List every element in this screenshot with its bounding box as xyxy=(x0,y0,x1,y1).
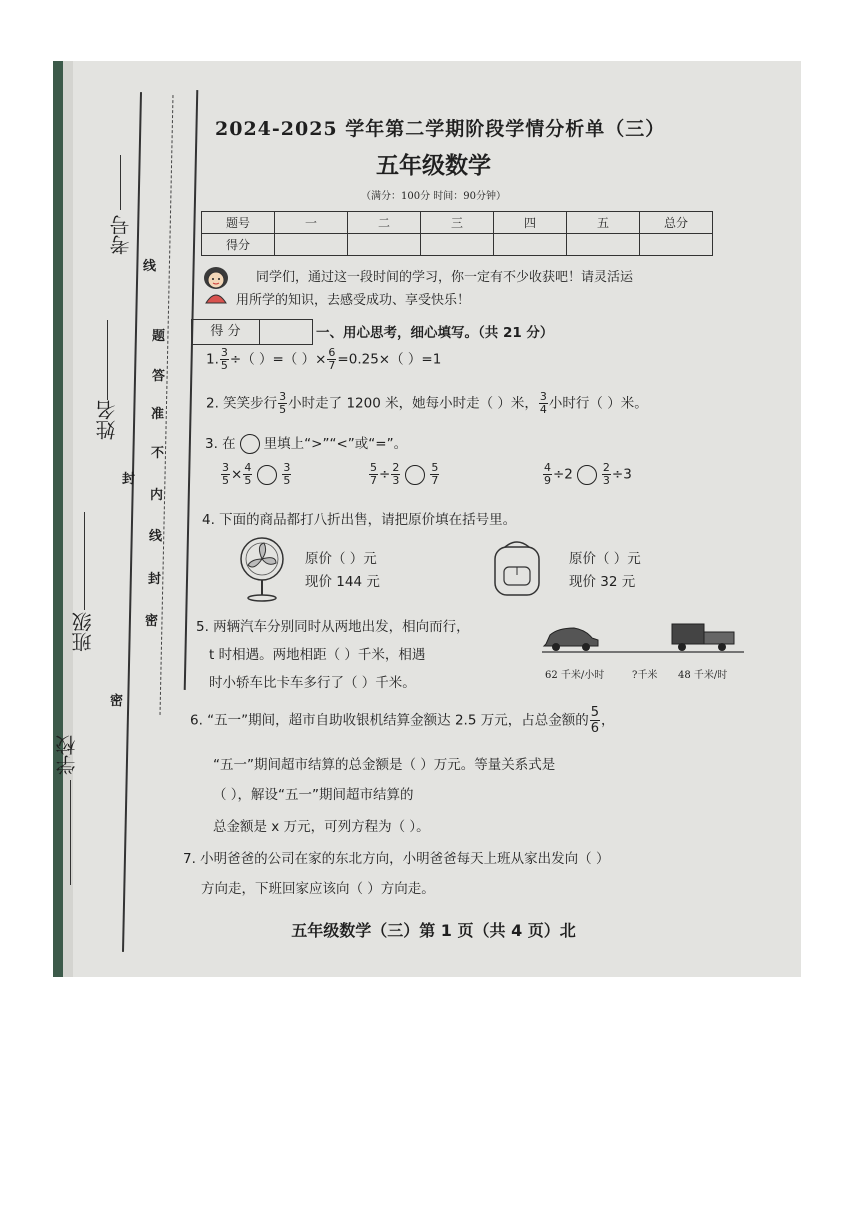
fraction-denominator: 5 xyxy=(279,403,287,416)
q3-expression-1 xyxy=(220,462,292,487)
q6-text-2: ， xyxy=(601,712,615,729)
car-speed: 62 千米/小时 xyxy=(545,670,605,681)
fraction-numerator: 2 xyxy=(602,461,610,474)
fraction-numerator: 2 xyxy=(392,461,400,474)
fraction-denominator: 7 xyxy=(370,474,377,487)
q5-line-1: 5. 两辆汽车分别同时从两地出发，相向而行， xyxy=(196,619,470,635)
score-table-header: 总分 xyxy=(640,212,713,234)
score-table xyxy=(201,211,713,256)
seal-char-feng: 封 xyxy=(122,472,136,487)
fraction xyxy=(221,462,230,487)
operator: ÷ xyxy=(379,466,391,483)
q3-text-2: 里填上“>”“<”或“=”。 xyxy=(263,436,408,452)
fraction-denominator: 6 xyxy=(590,721,599,736)
fraction-denominator: 5 xyxy=(220,359,228,372)
q2-fraction-b xyxy=(539,391,548,416)
fraction xyxy=(430,462,439,487)
fraction-numerator: 4 xyxy=(244,461,252,474)
fraction xyxy=(543,462,552,487)
exam-subject-title: 五年级数学 xyxy=(376,153,491,179)
fraction-denominator: 5 xyxy=(244,474,252,487)
seal-char-2: 答 xyxy=(152,369,166,384)
fraction xyxy=(243,462,252,487)
fraction-numerator: 5 xyxy=(370,461,377,474)
score-table-header-row xyxy=(202,212,713,234)
q2-text-1: 2. 笑笑步行 xyxy=(206,395,278,412)
seal-char-6: 线 xyxy=(149,529,163,544)
backpack-icon xyxy=(487,537,547,599)
seal-char-5: 内 xyxy=(150,488,164,503)
school-label: 学校 xyxy=(55,735,79,775)
q1-fraction-a xyxy=(220,347,229,372)
question-4: 4. 下面的商品都打八折出售，请把原价填在括号里。 xyxy=(202,512,517,528)
name-label: 姓名 xyxy=(95,400,119,440)
operator: ÷3 xyxy=(611,466,632,483)
score-cell[interactable] xyxy=(494,234,567,256)
exam-meta: （满分：100分 时间：90分钟） xyxy=(361,191,506,202)
q5-line-3: 时小轿车比卡车多行了（ ）千米。 xyxy=(209,675,416,691)
q6-fraction xyxy=(590,705,600,736)
score-table-header: 题号 xyxy=(202,212,275,234)
question-1 xyxy=(206,347,441,372)
question-3 xyxy=(205,432,407,454)
score-table-score-row xyxy=(202,234,713,256)
seal-char-xian: 线 xyxy=(143,259,157,274)
bag-original-price: 原价（ ）元 xyxy=(569,551,641,567)
score-cell[interactable] xyxy=(275,234,348,256)
question-2 xyxy=(206,391,648,416)
bag-current-price: 现价 32 元 xyxy=(569,574,636,590)
seal-char-7: 封 xyxy=(148,572,162,587)
q3-text-1: 3. 在 xyxy=(205,436,236,452)
class-label: 班级 xyxy=(71,612,95,652)
q6-text-1: 6. “五一”期间，超市自助收银机结算金额达 2.5 万元，占总金额的 xyxy=(190,712,589,729)
fraction-numerator: 5 xyxy=(431,461,439,474)
fraction-numerator: 3 xyxy=(222,461,229,474)
fraction xyxy=(602,462,611,487)
q6-line-3: （ ），解设“五一”期间超市结算的 xyxy=(213,787,414,803)
school-line xyxy=(70,780,71,885)
answer-circle[interactable] xyxy=(257,465,277,485)
q6-line-2: “五一”期间超市结算的总金额是（ ）万元。等量关系式是 xyxy=(213,757,556,773)
fraction-denominator: 7 xyxy=(328,359,336,372)
exam-number-label: 考号 xyxy=(109,215,133,255)
q6-line-4: 总金额是 x 万元，可列方程为（ ）。 xyxy=(213,819,430,835)
q2-fraction-a xyxy=(278,391,287,416)
class-line xyxy=(84,512,85,610)
page-footer: 五年级数学（三）第 1 页（共 4 页）北 xyxy=(291,921,576,940)
teacher-icon xyxy=(199,265,233,305)
operator: × xyxy=(231,466,243,483)
score-cell[interactable] xyxy=(640,234,713,256)
q7-line-1: 7. 小明爸爸的公司在家的东北方向，小明爸爸每天上班从家出发向（ ） xyxy=(183,851,610,867)
intro-line-1: 同学们，通过这一段时间的学习，你一定有不少收获吧！请灵活运 xyxy=(256,270,634,285)
fraction-denominator: 5 xyxy=(222,474,229,487)
q1-fraction-b xyxy=(327,347,336,372)
section1-score-label: 得 分 xyxy=(192,320,260,344)
fan-original-price: 原价（ ）元 xyxy=(305,551,377,567)
score-row-label: 得分 xyxy=(202,234,275,256)
score-cell[interactable] xyxy=(348,234,421,256)
q7-line-2: 方向走，下班回家应该向（ ）方向走。 xyxy=(201,881,435,897)
fraction-numerator: 3 xyxy=(539,390,547,403)
score-table-header: 二 xyxy=(348,212,421,234)
score-table-header: 一 xyxy=(275,212,348,234)
exam-title: 2024-2025 学年第二学期阶段学情分析单（三） xyxy=(215,118,666,140)
section1-title: 一、用心思考，细心填写。（共 21 分） xyxy=(316,325,554,341)
fraction-numerator: 3 xyxy=(283,461,291,474)
score-table-header: 三 xyxy=(421,212,494,234)
fan-current-price: 现价 144 元 xyxy=(305,574,380,590)
truck-icon xyxy=(672,624,734,651)
q1-text-1: ÷（ ）=（ ）× xyxy=(229,351,327,368)
fraction-denominator: 7 xyxy=(431,474,439,487)
fraction-numerator: 4 xyxy=(544,461,551,474)
section1-score-box xyxy=(191,319,313,345)
car-icon xyxy=(544,628,598,651)
fan-icon xyxy=(236,535,288,603)
name-line xyxy=(107,320,108,400)
q5-line-2: t 时相遇。两地相距（ ）千米，相遇 xyxy=(209,647,426,663)
fraction xyxy=(282,462,291,487)
vehicles-diagram xyxy=(540,618,746,658)
truck-speed: 48 千米/时 xyxy=(678,670,728,681)
intro-line-2: 用所学的知识，去感受成功、享受快乐！ xyxy=(236,293,471,308)
score-table-header: 四 xyxy=(494,212,567,234)
fraction xyxy=(391,462,400,487)
q6-line-1 xyxy=(190,705,615,736)
answer-circle[interactable] xyxy=(577,465,597,485)
fraction-numerator: 5 xyxy=(590,705,599,720)
fraction xyxy=(369,462,378,487)
seal-char-1: 题 xyxy=(152,329,166,344)
fraction-denominator: 4 xyxy=(539,403,547,416)
seal-char-4: 不 xyxy=(151,446,165,461)
q2-text-2: 小时走了 1200 米，她每小时走（ ）米， xyxy=(288,395,538,412)
fraction-denominator: 3 xyxy=(602,474,610,487)
fraction-numerator: 6 xyxy=(328,346,336,359)
circle-icon xyxy=(240,434,260,454)
q1-number: 1. xyxy=(206,351,219,368)
fraction-numerator: 3 xyxy=(220,346,228,359)
fraction-denominator: 3 xyxy=(392,474,400,487)
q3-expression-3 xyxy=(542,462,632,487)
unknown-distance: ?千米 xyxy=(632,670,658,681)
seal-char-mi: 密 xyxy=(110,694,124,709)
fraction-denominator: 5 xyxy=(283,474,291,487)
fraction-denominator: 9 xyxy=(544,474,551,487)
score-cell[interactable] xyxy=(567,234,640,256)
operator: ÷2 xyxy=(553,466,573,483)
q3-expression-2 xyxy=(368,462,440,487)
answer-circle[interactable] xyxy=(405,465,425,485)
score-table-header: 五 xyxy=(567,212,640,234)
seal-char-3: 准 xyxy=(151,407,165,422)
fraction-numerator: 3 xyxy=(279,390,287,403)
q1-text-2: =0.25×（ ）=1 xyxy=(337,351,442,368)
seal-char-8: 密 xyxy=(145,614,159,629)
score-cell[interactable] xyxy=(421,234,494,256)
q2-text-3: 小时行（ ）米。 xyxy=(548,395,648,412)
